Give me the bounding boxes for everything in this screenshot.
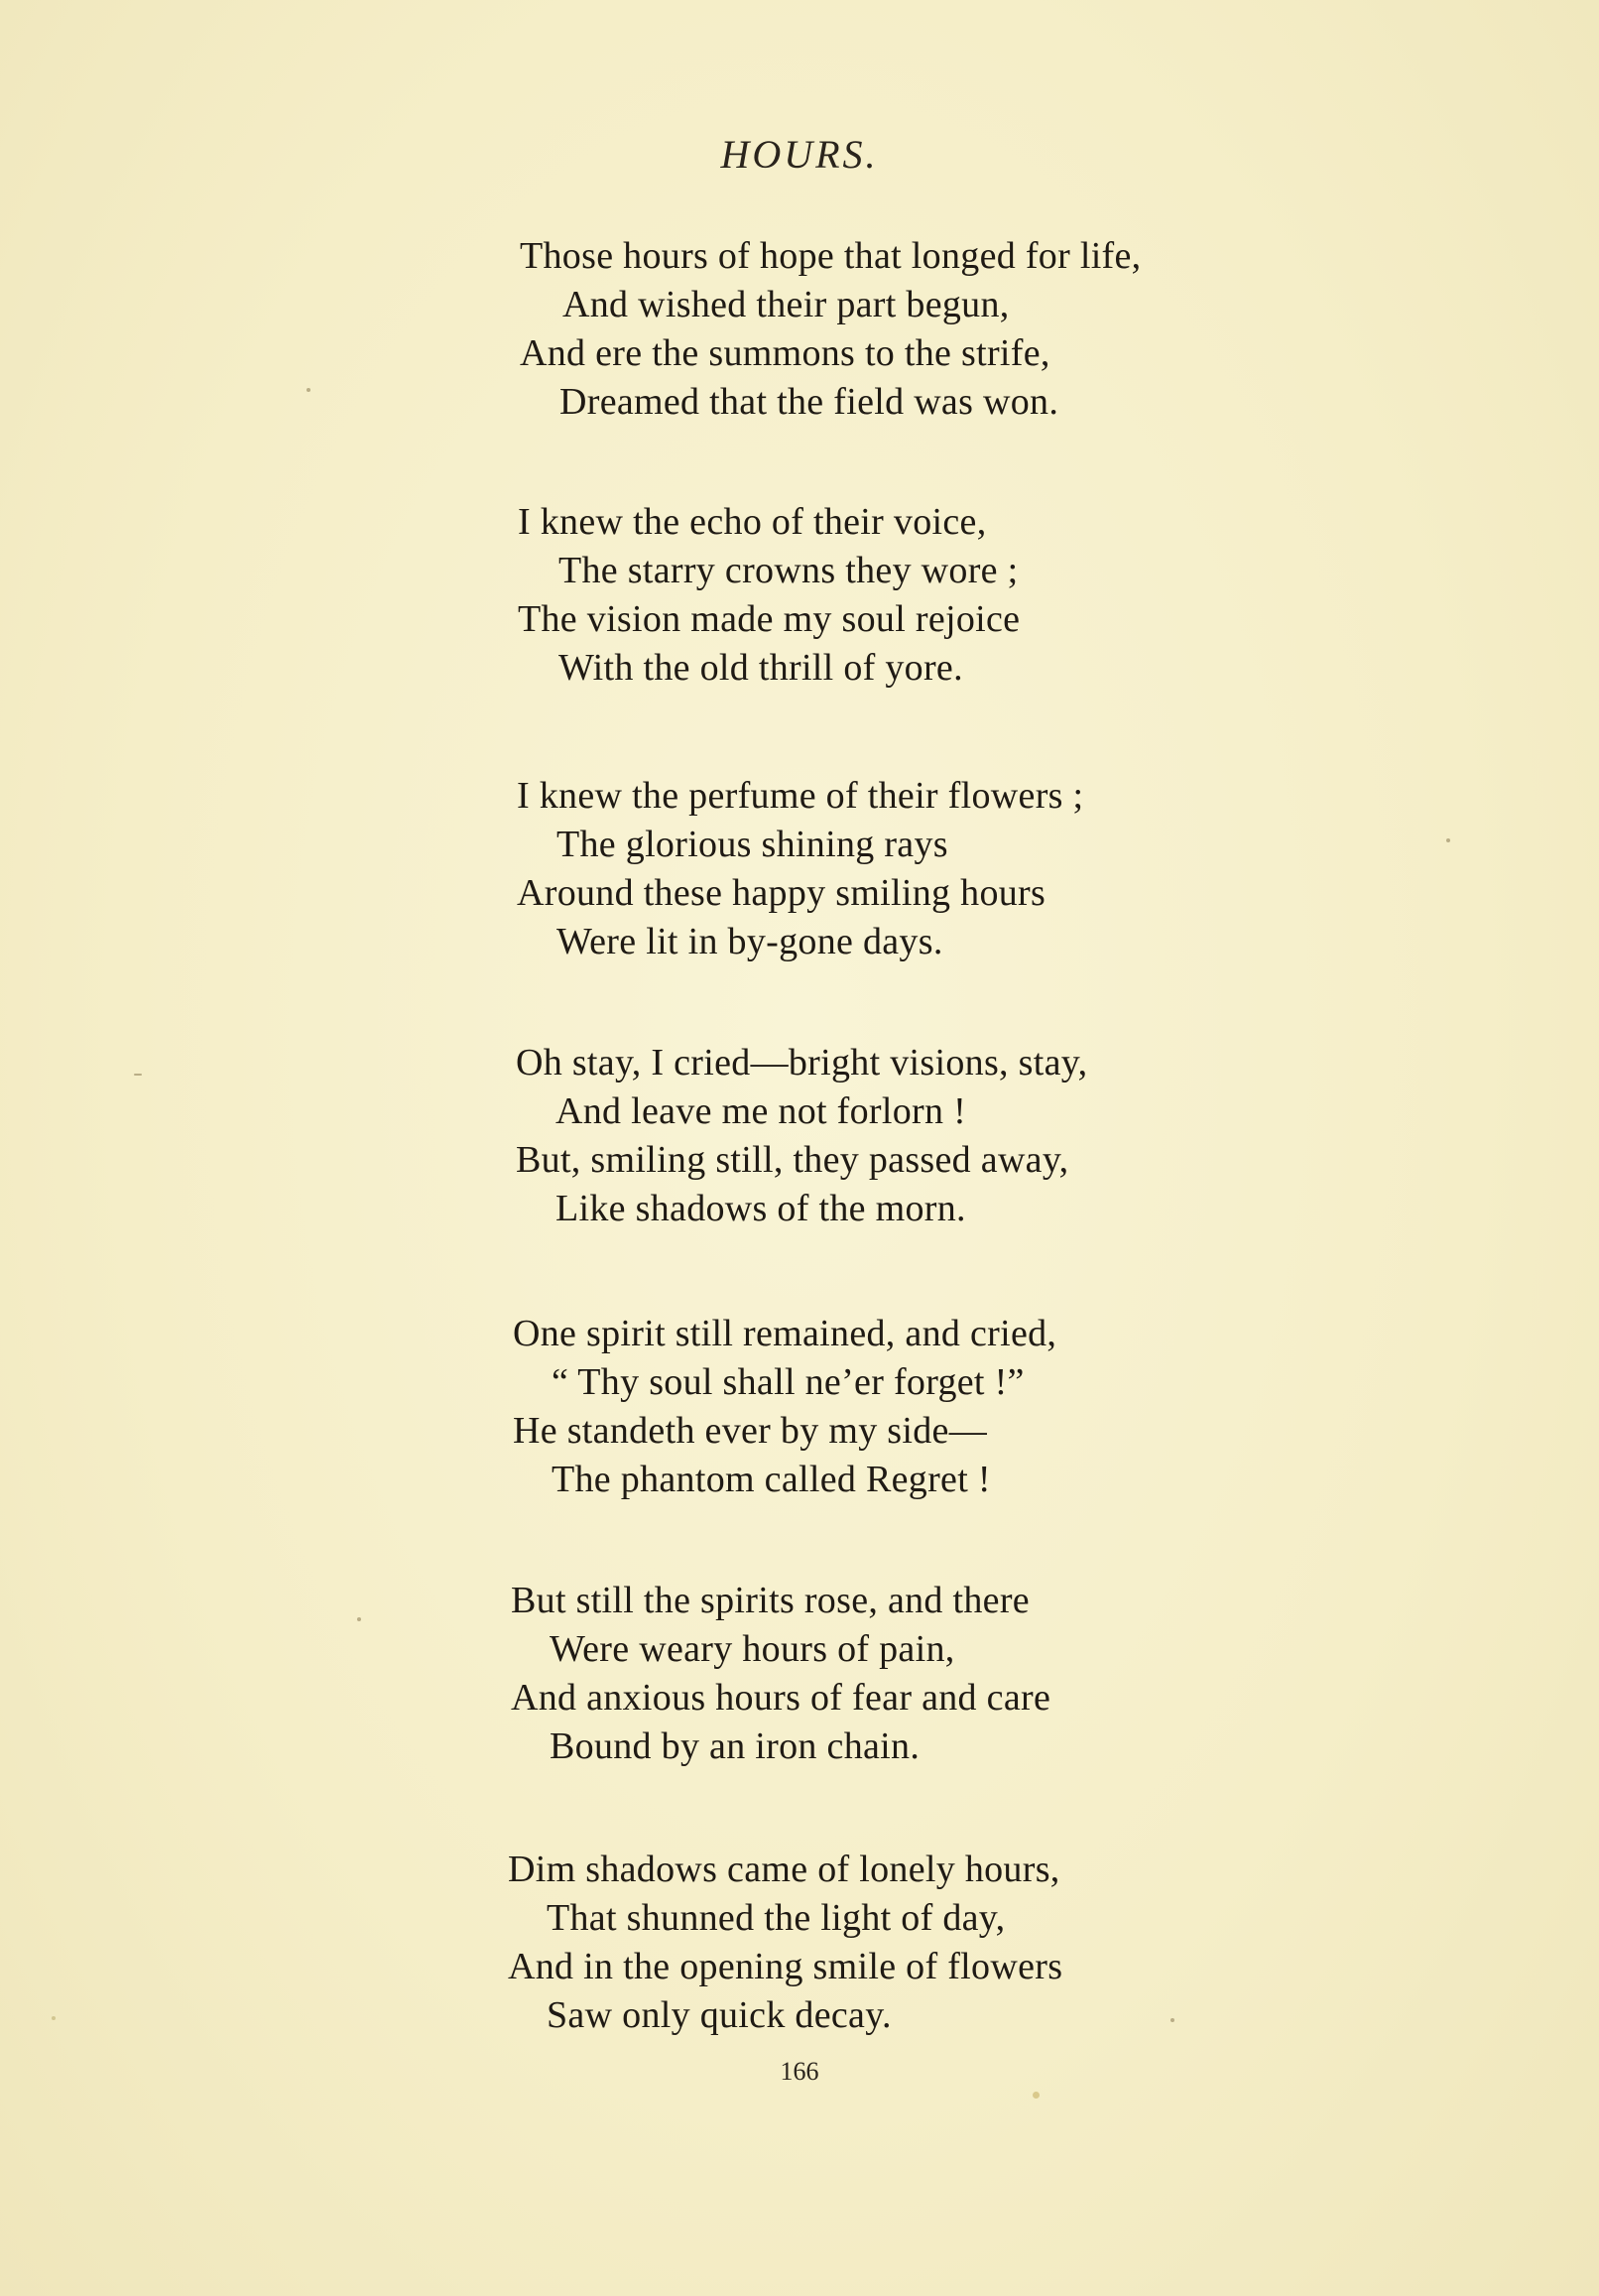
paper-speck (357, 1617, 361, 1621)
poem-line: He standeth ever by my side— (513, 1410, 988, 1452)
poem-line: Dreamed that the field was won. (559, 381, 1059, 423)
poem-line: The phantom called Regret ! (552, 1459, 991, 1500)
poem-line: One spirit still remained, and cried, (513, 1313, 1057, 1354)
poem-line: And wished their part begun, (562, 284, 1010, 325)
poem-line: And anxious hours of fear and care (511, 1677, 1051, 1719)
poem-line: The starry crowns they wore ; (558, 550, 1019, 591)
poem-line: I knew the perfume of their flowers ; (517, 775, 1084, 817)
poem-line: That shunned the light of day, (547, 1897, 1006, 1939)
poem-line: Were weary hours of pain, (550, 1628, 955, 1670)
paper-speck (1446, 838, 1450, 842)
poem-line: Oh stay, I cried—bright visions, stay, (516, 1042, 1088, 1084)
poem-line: Those hours of hope that longed for life, (520, 235, 1142, 277)
paper-speck (1033, 2092, 1040, 2099)
page-number: 166 (780, 2057, 819, 2086)
poem-line: And in the opening smile of flowers (508, 1946, 1063, 1987)
poem-line: Were lit in by-gone days. (556, 921, 943, 962)
poem-line: I knew the echo of their voice, (518, 501, 987, 543)
paper-speck (1170, 2018, 1174, 2022)
paper-speck (134, 1074, 142, 1076)
poem-line: “ Thy soul shall ne’er forget !” (552, 1361, 1025, 1403)
poem-line: And ere the summons to the strife, (520, 332, 1050, 374)
poem-line: Dim shadows came of lonely hours, (508, 1849, 1060, 1890)
poem-line: But still the spirits rose, and there (511, 1580, 1030, 1621)
poem-line: Saw only quick decay. (547, 1994, 892, 2036)
poem-line: With the old thrill of yore. (558, 647, 963, 689)
paper-speck (307, 388, 310, 392)
poem-line: Around these happy smiling hours (517, 872, 1046, 914)
poem-line: But, smiling still, they passed away, (516, 1139, 1069, 1181)
page-title: HOURS. (720, 132, 879, 177)
poem-line: The vision made my soul rejoice (518, 598, 1021, 640)
poem-line: Like shadows of the morn. (555, 1188, 966, 1229)
poem-line: And leave me not forlorn ! (555, 1090, 967, 1132)
poem-line: Bound by an iron chain. (550, 1725, 921, 1767)
paper-speck (52, 2016, 56, 2020)
poem-line: The glorious shining rays (556, 824, 948, 865)
